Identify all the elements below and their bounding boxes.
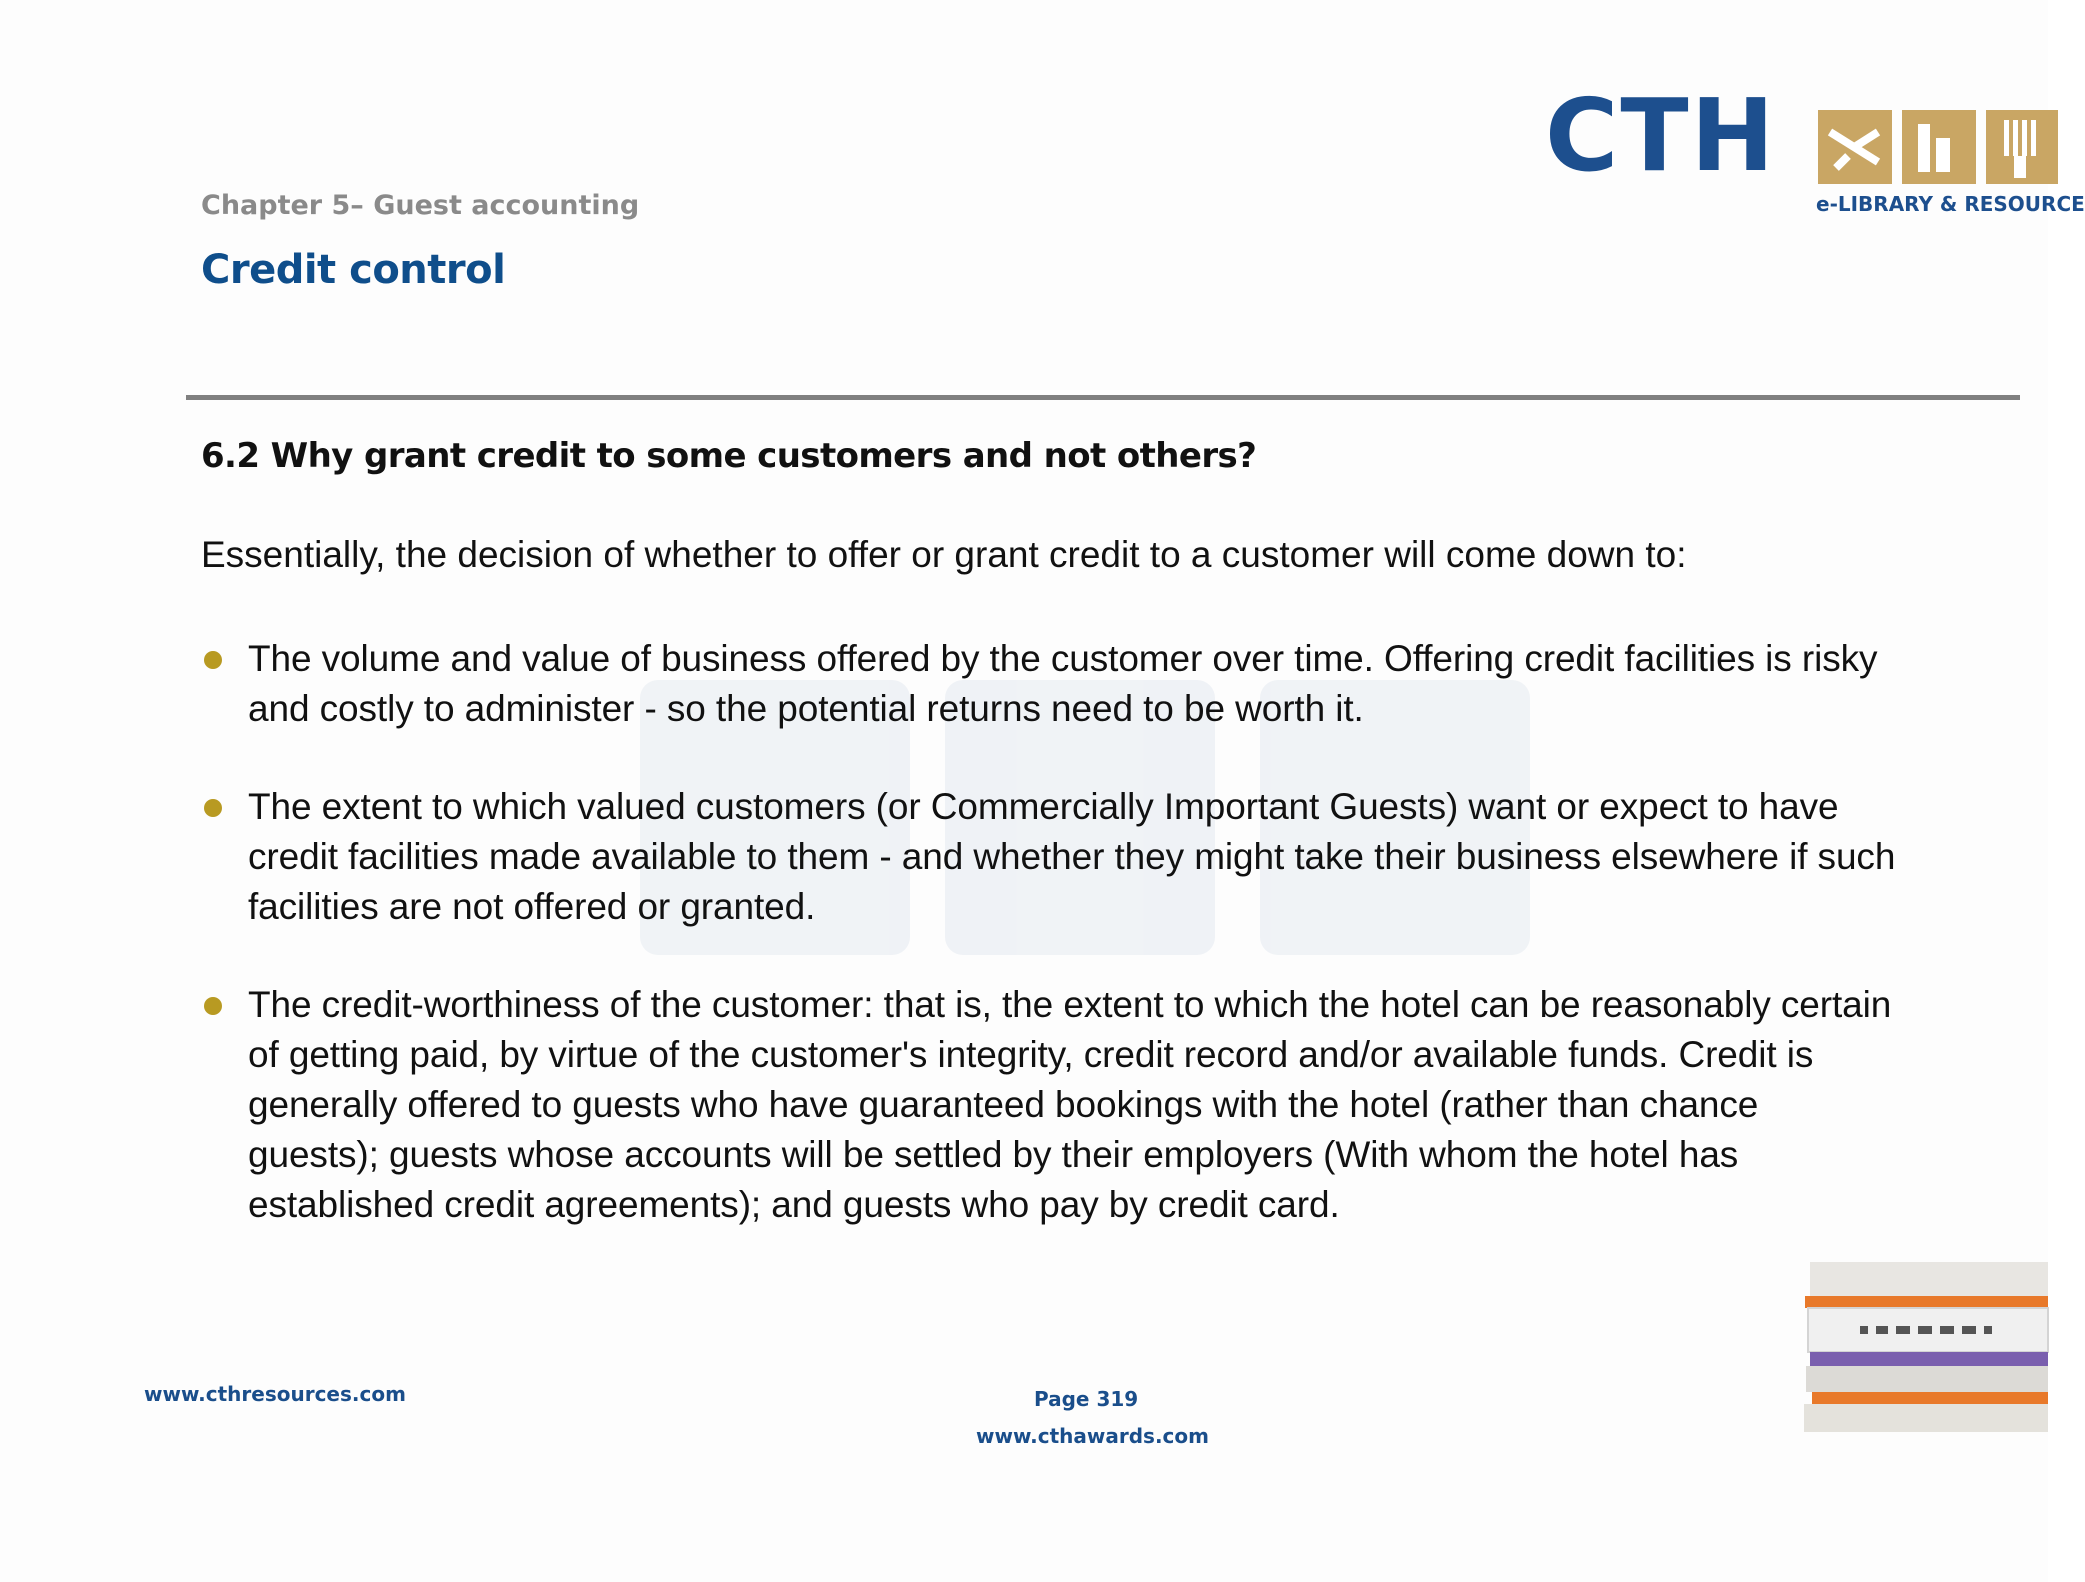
header-divider bbox=[186, 395, 2020, 400]
logo-subtitle: e-LIBRARY & RESOURCE bbox=[1816, 192, 2085, 216]
bullet-line: credit facilities made available to them - and whether they might take their business elsewhere if such bbox=[248, 836, 1896, 877]
list-item bbox=[200, 634, 2020, 734]
list-item bbox=[200, 782, 2020, 932]
footer-awards-link[interactable]: www.cthawards.com bbox=[976, 1424, 1209, 1448]
bullet-line: generally offered to guests who have guaranteed bookings with the hotel (rather than chance bbox=[248, 1084, 1759, 1125]
bullet-line: established credit agreements); and guests who pay by credit card. bbox=[248, 1184, 1340, 1225]
chapter-label: Chapter 5– Guest accounting bbox=[201, 190, 640, 221]
bullet-line: of getting paid, by virtue of the customer's integrity, credit record and/or available funds. Credit is bbox=[248, 1034, 1814, 1075]
section-heading: 6.2 Why grant credit to some customers and not others? bbox=[201, 436, 1257, 476]
bullet-line: and costly to administer - so the potential returns need to be worth it. bbox=[248, 688, 1364, 729]
list-item bbox=[200, 980, 2020, 1230]
bullet-list bbox=[200, 634, 2020, 1278]
book-stack-icon bbox=[1800, 1262, 2048, 1432]
footer-resources-link[interactable]: www.cthresources.com bbox=[144, 1382, 406, 1406]
bullet-dot-icon bbox=[204, 651, 222, 669]
logo-text: CTH bbox=[1545, 77, 1777, 194]
bullet-line: The volume and value of business offered by the customer over time. Offering credit facilities is risky bbox=[248, 638, 1878, 679]
logo-tiles-icon bbox=[1818, 110, 2058, 184]
bullet-line: The credit-worthiness of the customer: that is, the extent to which the hotel can be reasonably certain bbox=[248, 984, 1892, 1025]
cth-logo bbox=[1545, 77, 2085, 220]
page-number: Page 319 bbox=[1034, 1387, 1139, 1411]
bullet-dot-icon bbox=[204, 997, 222, 1015]
bullet-line: facilities are not offered or granted. bbox=[248, 886, 816, 927]
bullet-line: The extent to which valued customers (or Commercially Important Guests) want or expect to have bbox=[248, 786, 1839, 827]
bullet-dot-icon bbox=[204, 799, 222, 817]
bullet-line: guests); guests whose accounts will be settled by their employers (With whom the hotel has bbox=[248, 1134, 1739, 1175]
intro-paragraph: Essentially, the decision of whether to offer or grant credit to a customer will come down to: bbox=[201, 534, 1687, 575]
page-title: Credit control bbox=[201, 247, 506, 293]
